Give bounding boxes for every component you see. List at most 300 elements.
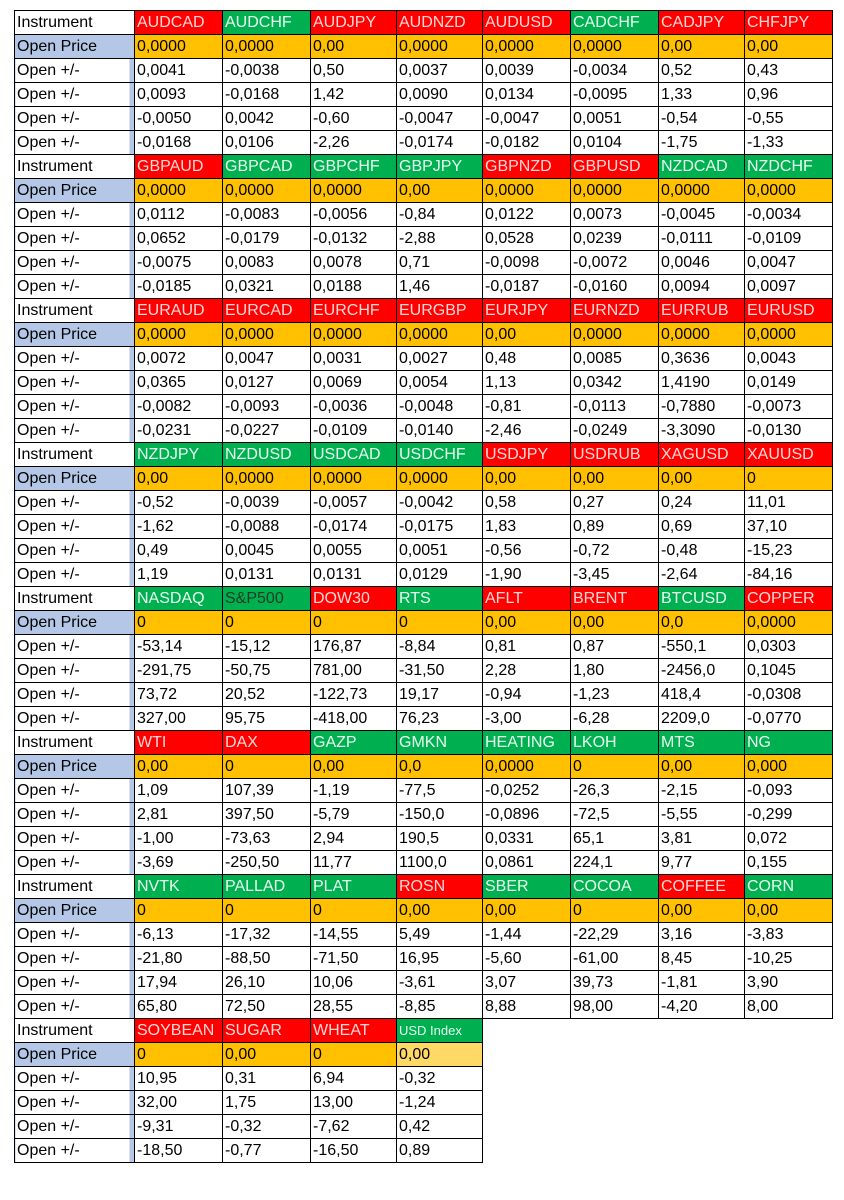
empty-cell <box>483 1043 571 1067</box>
value-cell: -0,0034 <box>745 203 833 227</box>
open-price-cell: 0,00 <box>483 467 571 491</box>
change-row <box>15 827 833 851</box>
value-cell: -0,0083 <box>223 203 311 227</box>
value-cell: -0,0082 <box>135 395 223 419</box>
value-cell: 1,42 <box>311 83 397 107</box>
value-cell: 0,0528 <box>483 227 571 251</box>
value-cell: 73,72 <box>135 683 223 707</box>
value-cell: 1,46 <box>397 275 483 299</box>
open-price-cell: 0,00 <box>483 611 571 635</box>
value-cell: 0,0303 <box>745 635 833 659</box>
value-cell: -0,0047 <box>397 107 483 131</box>
instrument-cell: COFFEE <box>659 875 745 899</box>
open-price-cell: 0,0000 <box>571 179 659 203</box>
instrument-cell: EURJPY <box>483 299 571 323</box>
change-row <box>15 1115 833 1139</box>
instrument-cell: GBPCHF <box>311 155 397 179</box>
change-row <box>15 659 833 683</box>
value-cell: 0,0047 <box>745 251 833 275</box>
value-cell: 1,83 <box>483 515 571 539</box>
open-price-cell: 0,00 <box>135 755 223 779</box>
change-row <box>15 131 833 155</box>
value-cell: 0,0122 <box>483 203 571 227</box>
change-row <box>15 563 833 587</box>
value-cell: -0,0160 <box>571 275 659 299</box>
instrument-cell: AFLT <box>483 587 571 611</box>
value-cell: 2,94 <box>311 827 397 851</box>
instrument-cell: USDCHF <box>397 443 483 467</box>
instrument-cell: GMKN <box>397 731 483 755</box>
open-price-cell: 0,0000 <box>659 323 745 347</box>
value-cell: 0,0078 <box>311 251 397 275</box>
value-cell: 1,09 <box>135 779 223 803</box>
value-cell: -1,23 <box>571 683 659 707</box>
value-cell: -0,0770 <box>745 707 833 731</box>
empty-cell <box>571 1019 659 1043</box>
row-label-instrument: Instrument <box>15 443 135 467</box>
open-price-row <box>15 755 833 779</box>
open-price-cell: 0 <box>223 755 311 779</box>
instrument-cell: CHFJPY <box>745 11 833 35</box>
value-cell: -0,0111 <box>659 227 745 251</box>
value-cell: 13,00 <box>311 1091 397 1115</box>
open-price-cell: 0,00 <box>397 1043 483 1067</box>
value-cell: 19,17 <box>397 683 483 707</box>
value-cell: -0,0045 <box>659 203 745 227</box>
value-cell: 0,0027 <box>397 347 483 371</box>
instrument-cell: EURCAD <box>223 299 311 323</box>
value-cell: -0,77 <box>223 1139 311 1163</box>
value-cell: -0,32 <box>223 1115 311 1139</box>
value-cell: 0,0321 <box>223 275 311 299</box>
open-price-cell: 0 <box>135 611 223 635</box>
row-label-change: Open +/- <box>15 203 135 227</box>
row-label-change: Open +/- <box>15 539 135 563</box>
value-cell: 0,0106 <box>223 131 311 155</box>
value-cell: 1,75 <box>223 1091 311 1115</box>
value-cell: 20,52 <box>223 683 311 707</box>
open-price-cell: 0,0000 <box>397 35 483 59</box>
value-cell: 76,23 <box>397 707 483 731</box>
value-cell: -15,12 <box>223 635 311 659</box>
open-price-cell: 0,0000 <box>223 467 311 491</box>
value-cell: 0,0073 <box>571 203 659 227</box>
instrument-cell: COPPER <box>745 587 833 611</box>
value-cell: 327,00 <box>135 707 223 731</box>
empty-cell <box>483 1019 571 1043</box>
value-cell: -0,0048 <box>397 395 483 419</box>
value-cell: 0,0149 <box>745 371 833 395</box>
open-price-cell: 0 <box>223 899 311 923</box>
value-cell: -16,50 <box>311 1139 397 1163</box>
value-cell: 0,0090 <box>397 83 483 107</box>
value-cell: -0,0050 <box>135 107 223 131</box>
value-cell: -0,0182 <box>483 131 571 155</box>
open-price-cell: 0,0000 <box>397 323 483 347</box>
value-cell: -291,75 <box>135 659 223 683</box>
instrument-cell: XAGUSD <box>659 443 745 467</box>
instrument-cell: GBPAUD <box>135 155 223 179</box>
value-cell: -1,24 <box>397 1091 483 1115</box>
value-cell: 0,0131 <box>311 563 397 587</box>
open-price-cell: 0,00 <box>745 899 833 923</box>
value-cell: 0,072 <box>745 827 833 851</box>
instrument-cell: SBER <box>483 875 571 899</box>
value-cell: -3,00 <box>483 707 571 731</box>
open-price-cell: 0,0000 <box>483 35 571 59</box>
change-row <box>15 947 833 971</box>
open-price-cell: 0,0000 <box>311 323 397 347</box>
value-cell: 1100,0 <box>397 851 483 875</box>
instrument-cell: NZDCHF <box>745 155 833 179</box>
row-label-open-price: Open Price <box>15 323 135 347</box>
value-cell: -0,0093 <box>223 395 311 419</box>
value-cell: 0,0131 <box>223 563 311 587</box>
change-row <box>15 779 833 803</box>
row-label-change: Open +/- <box>15 347 135 371</box>
open-price-row <box>15 35 833 59</box>
value-cell: -6,28 <box>571 707 659 731</box>
instrument-row <box>15 443 833 467</box>
value-cell: -50,75 <box>223 659 311 683</box>
row-label-instrument: Instrument <box>15 299 135 323</box>
instrument-cell: NASDAQ <box>135 587 223 611</box>
value-cell: -31,50 <box>397 659 483 683</box>
value-cell: 26,10 <box>223 971 311 995</box>
row-label-change: Open +/- <box>15 635 135 659</box>
row-label-change: Open +/- <box>15 659 135 683</box>
value-cell: -0,0038 <box>223 59 311 83</box>
value-cell: -8,84 <box>397 635 483 659</box>
open-price-cell: 0,00 <box>571 467 659 491</box>
value-cell: -0,7880 <box>659 395 745 419</box>
row-label-open-price: Open Price <box>15 1043 135 1067</box>
value-cell: 10,95 <box>135 1067 223 1091</box>
value-cell: 0,0054 <box>397 371 483 395</box>
open-price-cell: 0 <box>311 899 397 923</box>
open-price-cell: 0,00 <box>571 611 659 635</box>
value-cell: -2,46 <box>483 419 571 443</box>
value-cell: 418,4 <box>659 683 745 707</box>
row-label-instrument: Instrument <box>15 875 135 899</box>
value-cell: -0,0042 <box>397 491 483 515</box>
value-cell: -1,75 <box>659 131 745 155</box>
instrument-cell: COCOA <box>571 875 659 899</box>
row-label-change: Open +/- <box>15 971 135 995</box>
open-price-row <box>15 179 833 203</box>
empty-cell <box>571 1067 659 1091</box>
instrument-cell: GBPCAD <box>223 155 311 179</box>
open-price-cell: 0,00 <box>659 35 745 59</box>
value-cell: -0,0109 <box>311 419 397 443</box>
value-cell: -150,0 <box>397 803 483 827</box>
empty-cell <box>745 1139 833 1163</box>
value-cell: -0,0047 <box>483 107 571 131</box>
value-cell: -4,20 <box>659 995 745 1019</box>
row-label-change: Open +/- <box>15 515 135 539</box>
instrument-cell: AUDUSD <box>483 11 571 35</box>
instrument-row <box>15 731 833 755</box>
value-cell: 0,0031 <box>311 347 397 371</box>
change-row <box>15 803 833 827</box>
row-label-open-price: Open Price <box>15 755 135 779</box>
row-label-change: Open +/- <box>15 923 135 947</box>
row-label-instrument: Instrument <box>15 587 135 611</box>
value-cell: 6,94 <box>311 1067 397 1091</box>
value-cell: -0,56 <box>483 539 571 563</box>
change-row <box>15 539 833 563</box>
value-cell: 0,42 <box>397 1115 483 1139</box>
value-cell: -1,81 <box>659 971 745 995</box>
value-cell: -1,00 <box>135 827 223 851</box>
instrument-cell: SUGAR <box>223 1019 311 1043</box>
value-cell: -1,44 <box>483 923 571 947</box>
open-price-cell: 0,0 <box>397 755 483 779</box>
value-cell: -418,00 <box>311 707 397 731</box>
open-price-cell: 0,00 <box>483 899 571 923</box>
value-cell: -0,0168 <box>135 131 223 155</box>
value-cell: -17,32 <box>223 923 311 947</box>
change-row <box>15 971 833 995</box>
instrument-cell: DAX <box>223 731 311 755</box>
instrument-cell: GBPUSD <box>571 155 659 179</box>
value-cell: 8,88 <box>483 995 571 1019</box>
value-cell: 1,4190 <box>659 371 745 395</box>
value-cell: 107,39 <box>223 779 311 803</box>
open-price-cell: 0,0000 <box>571 35 659 59</box>
row-label-change: Open +/- <box>15 491 135 515</box>
value-cell: 11,77 <box>311 851 397 875</box>
value-cell: -0,0075 <box>135 251 223 275</box>
value-cell: -0,0252 <box>483 779 571 803</box>
open-price-cell: 0,0000 <box>223 323 311 347</box>
open-price-cell: 0 <box>571 899 659 923</box>
instrument-cell: MTS <box>659 731 745 755</box>
open-price-cell: 0,00 <box>397 179 483 203</box>
row-label-change: Open +/- <box>15 107 135 131</box>
value-cell: 5,49 <box>397 923 483 947</box>
value-cell: -0,94 <box>483 683 571 707</box>
instrument-cell: PALLAD <box>223 875 311 899</box>
instrument-cell: USDRUB <box>571 443 659 467</box>
value-cell: 0,0365 <box>135 371 223 395</box>
row-label-change: Open +/- <box>15 563 135 587</box>
value-cell: 0,58 <box>483 491 571 515</box>
value-cell: 0,0043 <box>745 347 833 371</box>
value-cell: -0,0249 <box>571 419 659 443</box>
row-label-open-price: Open Price <box>15 899 135 923</box>
empty-cell <box>745 1115 833 1139</box>
row-label-change: Open +/- <box>15 1115 135 1139</box>
instrument-row <box>15 875 833 899</box>
change-row <box>15 851 833 875</box>
value-cell: 0,0039 <box>483 59 571 83</box>
value-cell: -0,0036 <box>311 395 397 419</box>
instrument-row <box>15 1019 833 1043</box>
value-cell: 0,71 <box>397 251 483 275</box>
value-cell: -0,0187 <box>483 275 571 299</box>
open-price-cell: 0,00 <box>483 323 571 347</box>
instrument-cell: S&P500 <box>223 587 311 611</box>
empty-cell <box>745 1043 833 1067</box>
value-cell: 3,81 <box>659 827 745 851</box>
instrument-cell: EURCHF <box>311 299 397 323</box>
instrument-cell: NZDJPY <box>135 443 223 467</box>
change-row <box>15 203 833 227</box>
value-cell: 32,00 <box>135 1091 223 1115</box>
instrument-cell: AUDJPY <box>311 11 397 35</box>
instrument-cell: LKOH <box>571 731 659 755</box>
value-cell: 0,0129 <box>397 563 483 587</box>
value-cell: 0,87 <box>571 635 659 659</box>
value-cell: 39,73 <box>571 971 659 995</box>
row-label-instrument: Instrument <box>15 1019 135 1043</box>
value-cell: -14,55 <box>311 923 397 947</box>
value-cell: 0,0042 <box>223 107 311 131</box>
row-label-change: Open +/- <box>15 131 135 155</box>
value-cell: 0,0083 <box>223 251 311 275</box>
open-price-cell: 0,0000 <box>223 179 311 203</box>
empty-cell <box>745 1019 833 1043</box>
value-cell: -0,81 <box>483 395 571 419</box>
instrument-cell: NVTK <box>135 875 223 899</box>
change-row <box>15 59 833 83</box>
value-cell: 0,89 <box>397 1139 483 1163</box>
value-cell: 0,0188 <box>311 275 397 299</box>
value-cell: 72,50 <box>223 995 311 1019</box>
value-cell: -0,54 <box>659 107 745 131</box>
value-cell: -2,26 <box>311 131 397 155</box>
value-cell: 0,0051 <box>571 107 659 131</box>
value-cell: -0,093 <box>745 779 833 803</box>
open-price-cell: 0 <box>223 611 311 635</box>
value-cell: -3,83 <box>745 923 833 947</box>
row-label-open-price: Open Price <box>15 179 135 203</box>
instrument-cell: CADJPY <box>659 11 745 35</box>
value-cell: -0,0179 <box>223 227 311 251</box>
empty-cell <box>571 1043 659 1067</box>
value-cell: -550,1 <box>659 635 745 659</box>
change-row <box>15 419 833 443</box>
instrument-cell: GBPNZD <box>483 155 571 179</box>
open-price-cell: 0,0000 <box>745 323 833 347</box>
change-row <box>15 635 833 659</box>
value-cell: 190,5 <box>397 827 483 851</box>
value-cell: -0,0132 <box>311 227 397 251</box>
value-cell: -9,31 <box>135 1115 223 1139</box>
value-cell: -0,0227 <box>223 419 311 443</box>
open-price-cell: 0,0000 <box>745 611 833 635</box>
change-row <box>15 83 833 107</box>
value-cell: 0,3636 <box>659 347 745 371</box>
value-cell: -0,0168 <box>223 83 311 107</box>
row-label-change: Open +/- <box>15 1139 135 1163</box>
row-label-change: Open +/- <box>15 83 135 107</box>
instrument-cell: ROSN <box>397 875 483 899</box>
table-body <box>15 11 833 1163</box>
row-label-change: Open +/- <box>15 251 135 275</box>
instrument-cell: XAUUSD <box>745 443 833 467</box>
row-label-change: Open +/- <box>15 827 135 851</box>
instrument-cell: CORN <box>745 875 833 899</box>
instrument-cell: WTI <box>135 731 223 755</box>
value-cell: 0,0094 <box>659 275 745 299</box>
instrument-cell: EURAUD <box>135 299 223 323</box>
value-cell: 0,0041 <box>135 59 223 83</box>
value-cell: 0,0097 <box>745 275 833 299</box>
value-cell: -0,0174 <box>397 131 483 155</box>
row-label-change: Open +/- <box>15 779 135 803</box>
value-cell: 0,69 <box>659 515 745 539</box>
empty-cell <box>571 1139 659 1163</box>
value-cell: -3,61 <box>397 971 483 995</box>
row-label-change: Open +/- <box>15 851 135 875</box>
value-cell: 0,0046 <box>659 251 745 275</box>
value-cell: 65,1 <box>571 827 659 851</box>
empty-cell <box>659 1091 745 1115</box>
row-label-instrument: Instrument <box>15 731 135 755</box>
open-price-cell: 0,000 <box>745 755 833 779</box>
value-cell: -5,55 <box>659 803 745 827</box>
open-price-cell: 0,0000 <box>135 179 223 203</box>
change-row <box>15 515 833 539</box>
value-cell: 0,0085 <box>571 347 659 371</box>
value-cell: -2,64 <box>659 563 745 587</box>
instrument-cell: GBPJPY <box>397 155 483 179</box>
open-price-cell: 0,00 <box>311 35 397 59</box>
value-cell: -0,299 <box>745 803 833 827</box>
change-row <box>15 395 833 419</box>
instrument-cell: DOW30 <box>311 587 397 611</box>
value-cell: 98,00 <box>571 995 659 1019</box>
value-cell: -0,48 <box>659 539 745 563</box>
row-label-change: Open +/- <box>15 419 135 443</box>
value-cell: 0,0127 <box>223 371 311 395</box>
row-label-instrument: Instrument <box>15 155 135 179</box>
change-row <box>15 251 833 275</box>
empty-cell <box>659 1139 745 1163</box>
value-cell: 0,24 <box>659 491 745 515</box>
value-cell: -5,79 <box>311 803 397 827</box>
value-cell: 0,1045 <box>745 659 833 683</box>
value-cell: -250,50 <box>223 851 311 875</box>
row-label-change: Open +/- <box>15 395 135 419</box>
row-label-open-price: Open Price <box>15 35 135 59</box>
row-label-instrument: Instrument <box>15 11 135 35</box>
value-cell: -61,00 <box>571 947 659 971</box>
value-cell: 1,33 <box>659 83 745 107</box>
value-cell: 0,0069 <box>311 371 397 395</box>
value-cell: 397,50 <box>223 803 311 827</box>
value-cell: -0,0185 <box>135 275 223 299</box>
value-cell: -18,50 <box>135 1139 223 1163</box>
empty-cell <box>483 1067 571 1091</box>
empty-cell <box>571 1091 659 1115</box>
instrument-cell: BTCUSD <box>659 587 745 611</box>
empty-cell <box>659 1043 745 1067</box>
value-cell: -15,23 <box>745 539 833 563</box>
open-price-cell: 0,0000 <box>745 179 833 203</box>
value-cell: 0,0093 <box>135 83 223 107</box>
value-cell: -0,84 <box>397 203 483 227</box>
instrument-cell: WHEAT <box>311 1019 397 1043</box>
open-price-cell: 0,00 <box>311 755 397 779</box>
value-cell: -6,13 <box>135 923 223 947</box>
value-cell: -0,32 <box>397 1067 483 1091</box>
row-label-change: Open +/- <box>15 947 135 971</box>
value-cell: 0,81 <box>483 635 571 659</box>
value-cell: -0,0095 <box>571 83 659 107</box>
